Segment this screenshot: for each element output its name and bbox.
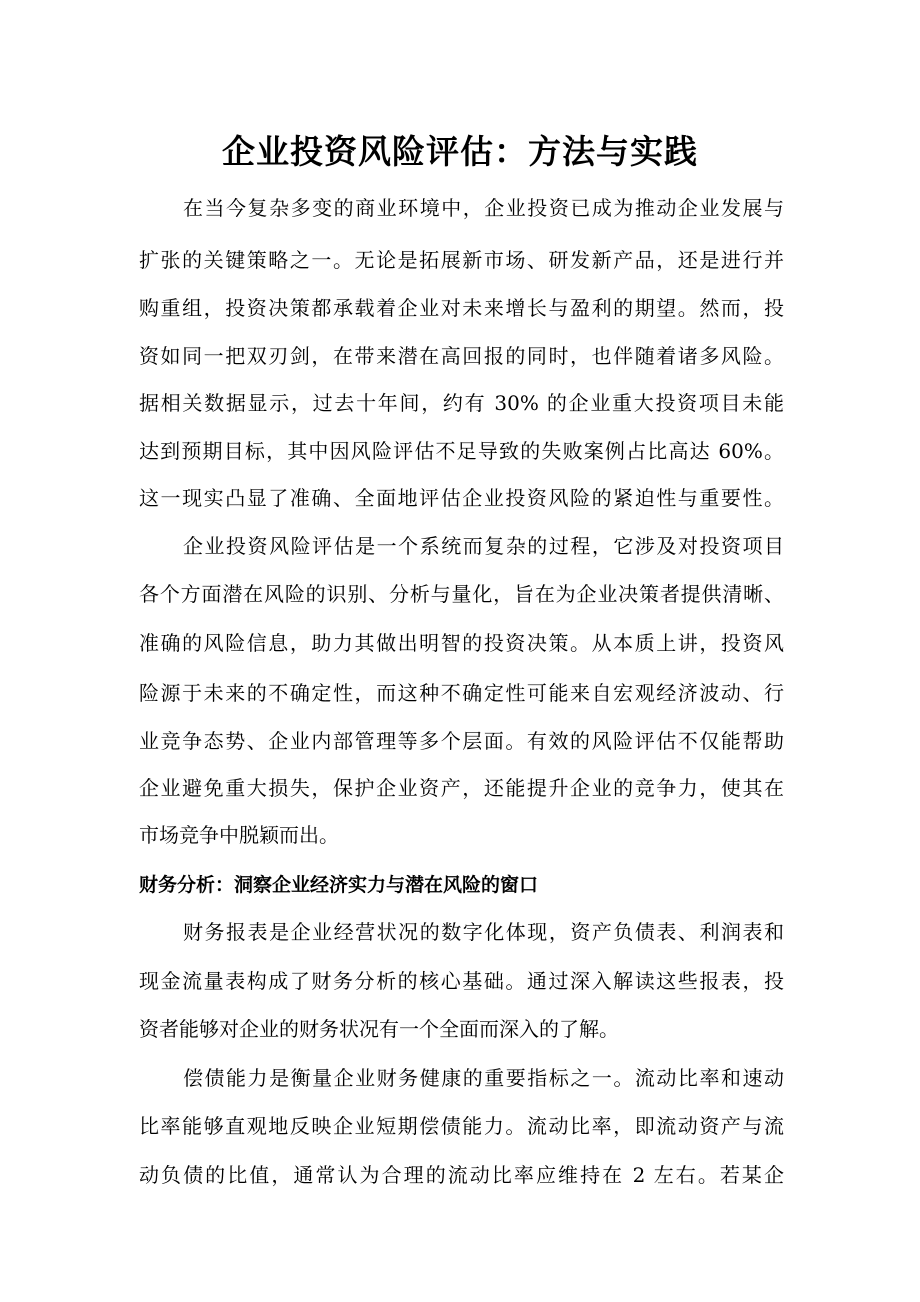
paragraph-4-line-2: 比率能够直观地反映企业短期偿债能力。流动比率，即流动资产与流 [139, 1114, 784, 1138]
paragraph-4-line-1: 偿债能力是衡量企业财务健康的重要指标之一。流动比率和速动 [183, 1066, 784, 1090]
paragraph-1-line-3: 购重组，投资决策都承载着企业对未来增长与盈利的期望。然而，投 [139, 296, 784, 320]
paragraph-1-line-2: 扩张的关键策略之一。无论是拓展新市场、研发新产品，还是进行并 [139, 248, 784, 272]
document-title: 企业投资风险评估：方法与实践 [222, 132, 698, 171]
paragraph-1-line-7: 这一现实凸显了准确、全面地评估企业投资风险的紧迫性与重要性。 [139, 486, 784, 510]
paragraph-1-line-4: 资如同一把双刃剑，在带来潜在高回报的同时，也伴随着诸多风险。 [139, 344, 784, 368]
paragraph-3-line-1: 财务报表是企业经营状况的数字化体现，资产负债表、利润表和 [183, 920, 784, 944]
paragraph-2-line-3: 准确的风险信息，助力其做出明智的投资决策。从本质上讲，投资风 [139, 631, 784, 655]
paragraph-3-line-2: 现金流量表构成了财务分析的核心基础。通过深入解读这些报表，投 [139, 969, 784, 993]
paragraph-2-line-4: 险源于未来的不确定性，而这种不确定性可能来自宏观经济波动、行 [139, 681, 784, 705]
paragraph-1-line-5: 据相关数据显示，过去十年间，约有 30% 的企业重大投资项目未能 [139, 391, 784, 415]
section-heading-financial-analysis: 财务分析：洞察企业经济实力与潜在风险的窗口 [139, 874, 539, 896]
paragraph-3-line-3: 资者能够对企业的财务状况有一个全面而深入的了解。 [139, 1017, 619, 1041]
paragraph-2-line-5: 业竞争态势、企业内部管理等多个层面。有效的风险评估不仅能帮助 [139, 729, 784, 753]
paragraph-1-line-1: 在当今复杂多变的商业环境中，企业投资已成为推动企业发展与 [183, 196, 784, 220]
paragraph-1-line-6: 达到预期目标，其中因风险评估不足导致的失败案例占比高达 60%。 [139, 439, 784, 463]
paragraph-4-line-3: 动负债的比值，通常认为合理的流动比率应维持在 2 左右。若某企 [139, 1163, 784, 1187]
paragraph-2-line-7: 市场竞争中脱颖而出。 [139, 823, 339, 847]
paragraph-2-line-2: 各个方面潜在风险的识别、分析与量化，旨在为企业决策者提供清晰、 [139, 582, 784, 606]
paragraph-2-line-6: 企业避免重大损失，保护企业资产，还能提升企业的竞争力，使其在 [139, 776, 784, 800]
paragraph-2-line-1: 企业投资风险评估是一个系统而复杂的过程，它涉及对投资项目 [183, 534, 784, 558]
